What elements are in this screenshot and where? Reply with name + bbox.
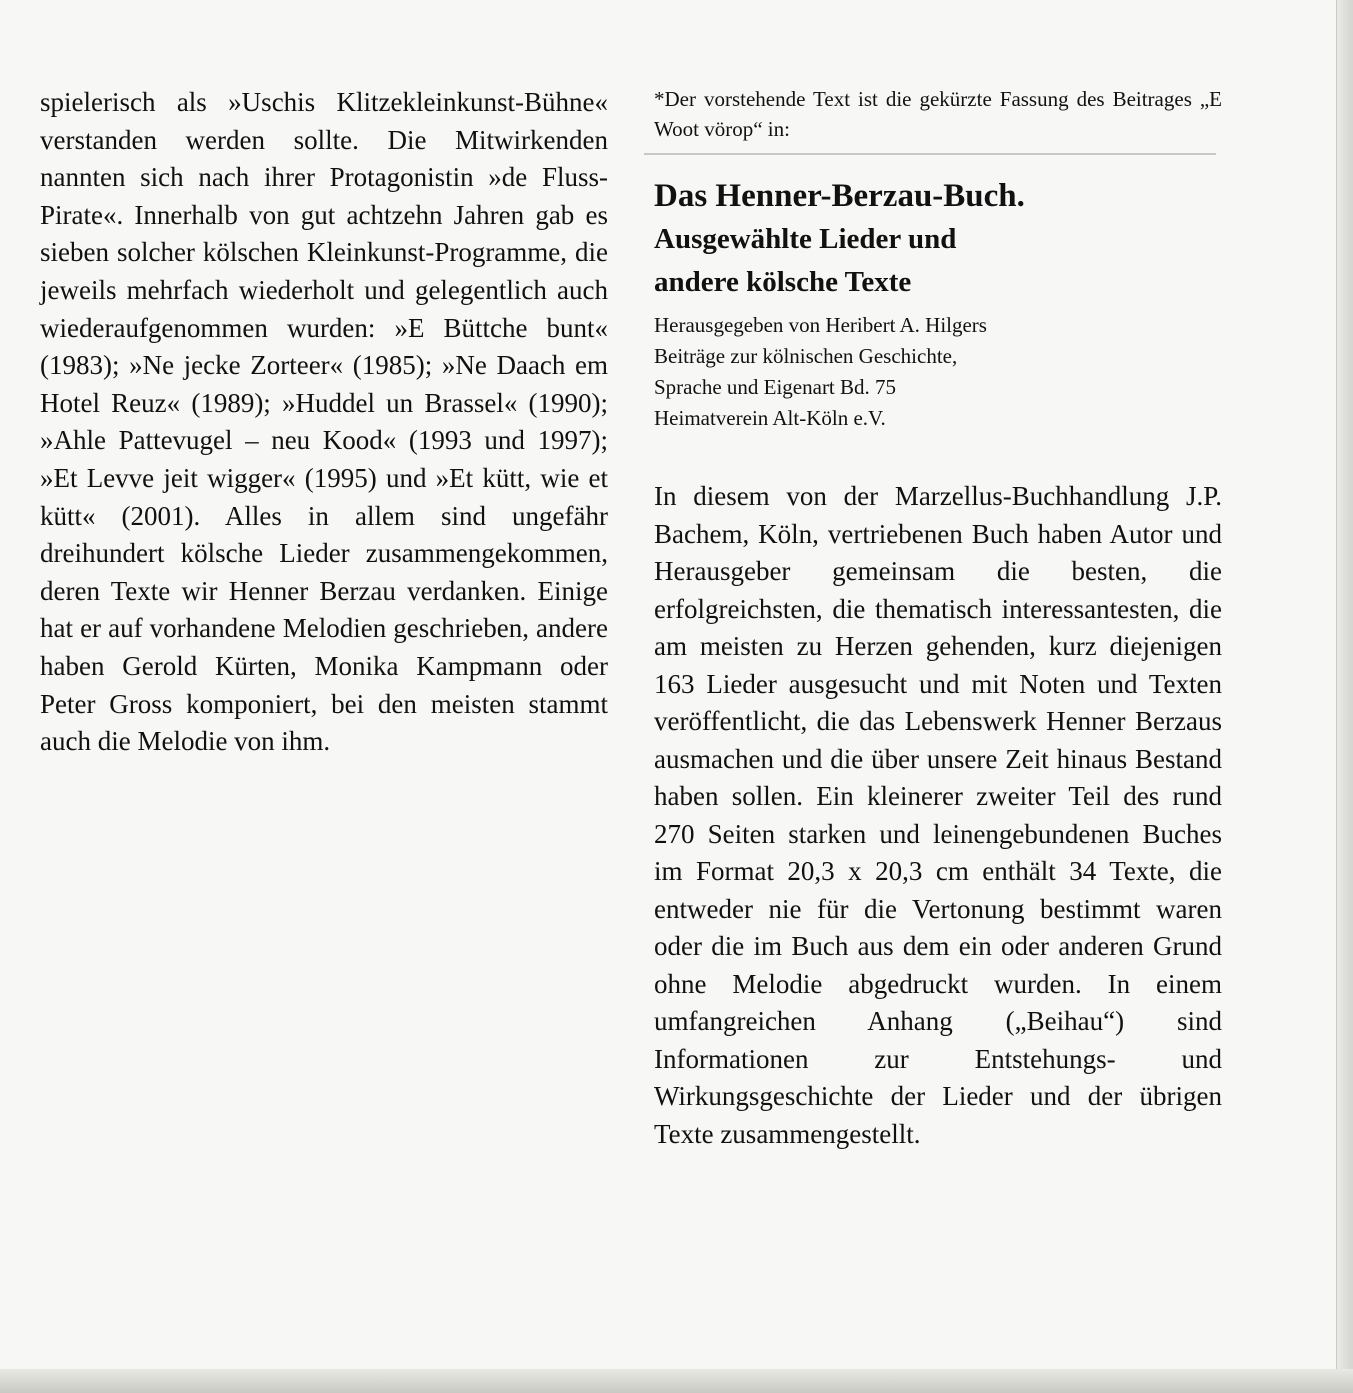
book-series-volume: Sprache und Eigenart Bd. 75	[654, 375, 897, 399]
book-editor: Herausgegeben von Heribert A. Hilgers	[654, 313, 987, 337]
left-text-column	[40, 84, 608, 761]
page-edge-right	[1336, 0, 1353, 1393]
book-title: Das Henner-Berzau-Buch.	[654, 178, 1025, 214]
book-series: Beiträge zur kölnischen Geschichte,	[654, 344, 958, 368]
right-text-column	[654, 84, 1222, 1153]
body-paragraph: spielerisch als »Uschis Klitzekleinkunst-Bühne« verstanden werden sollte. Die Mitwirkenden nannten sich nach ihrer Protagonistin »de Fluss-Pirate«. Innerhalb von gut achtzehn Jahren gab es sieben solcher kölschen Kleinkunst-Programme, die jeweils mehrfach wiederholt und gelegentlich auch wiederaufgenommen wurden: »E Büttche bunt« (1983); »Ne jecke Zorteer« (1985); »Ne Daach em Hotel Reuz« (1989); »Huddel un Brassel« (1990); »Ahle Pattevugel – neu Kood« (1993 und 1997); »Et Levve jeit wigger« (1995) und »Et kütt, wie et kütt« (2001). Alles in allem sind ungefähr dreihundert kölsche Lieder zusammengekommen, deren Texte wir Henner Berzau verdanken. Einige hat er auf vorhandene Melodien geschrieben, andere haben Gerold Kürten, Monika Kampmann oder Peter Gross komponiert, bei den meisten stammt auch die Melodie von ihm.	[40, 87, 608, 757]
book-subtitle-line-1: Ausgewählte Lieder und	[654, 223, 957, 255]
book-subtitle-line-2: andere kölsche Texte	[654, 266, 912, 298]
book-description: In diesem von der Marzellus-Buchhandlung J.P. Bachem, Köln, vertriebenen Buch haben Autor und Herausgeber gemeinsam die besten, die erfolgreichsten, die thematisch interessantesten, die am meisten zu Herzen gehenden, kurz diejenigen 163 Lieder ausgesucht und mit Noten und Texten veröffentlicht, die das Lebenswerk Henner Berzaus ausmachen und die über unsere Zeit hinaus Bestand haben sollen. Ein kleinerer zweiter Teil des rund 270 Seiten starken und leinengebundenen Buches im Format 20,3 x 20,3 cm enthält 34 Texte, die entweder nie für die Vertonung bestimmt waren oder die im Buch aus dem ein oder anderen Grund ohne Melodie abgedruckt wurden. In einem umfangreichen Anhang („Beihau“) sind Informationen zur Entstehungs- und Wirkungsgeschichte der Lieder und der übrigen Texte zusammengestellt.	[654, 481, 1222, 1149]
book-publication-details	[654, 310, 1222, 434]
footnote: *Der vorstehende Text ist die gekürzte Fassung des Beitrages „E Woot vörop“ in:	[654, 87, 1222, 141]
page-edge-bottom	[0, 1369, 1353, 1393]
book-publisher: Heimatverein Alt-Köln e.V.	[654, 406, 886, 430]
